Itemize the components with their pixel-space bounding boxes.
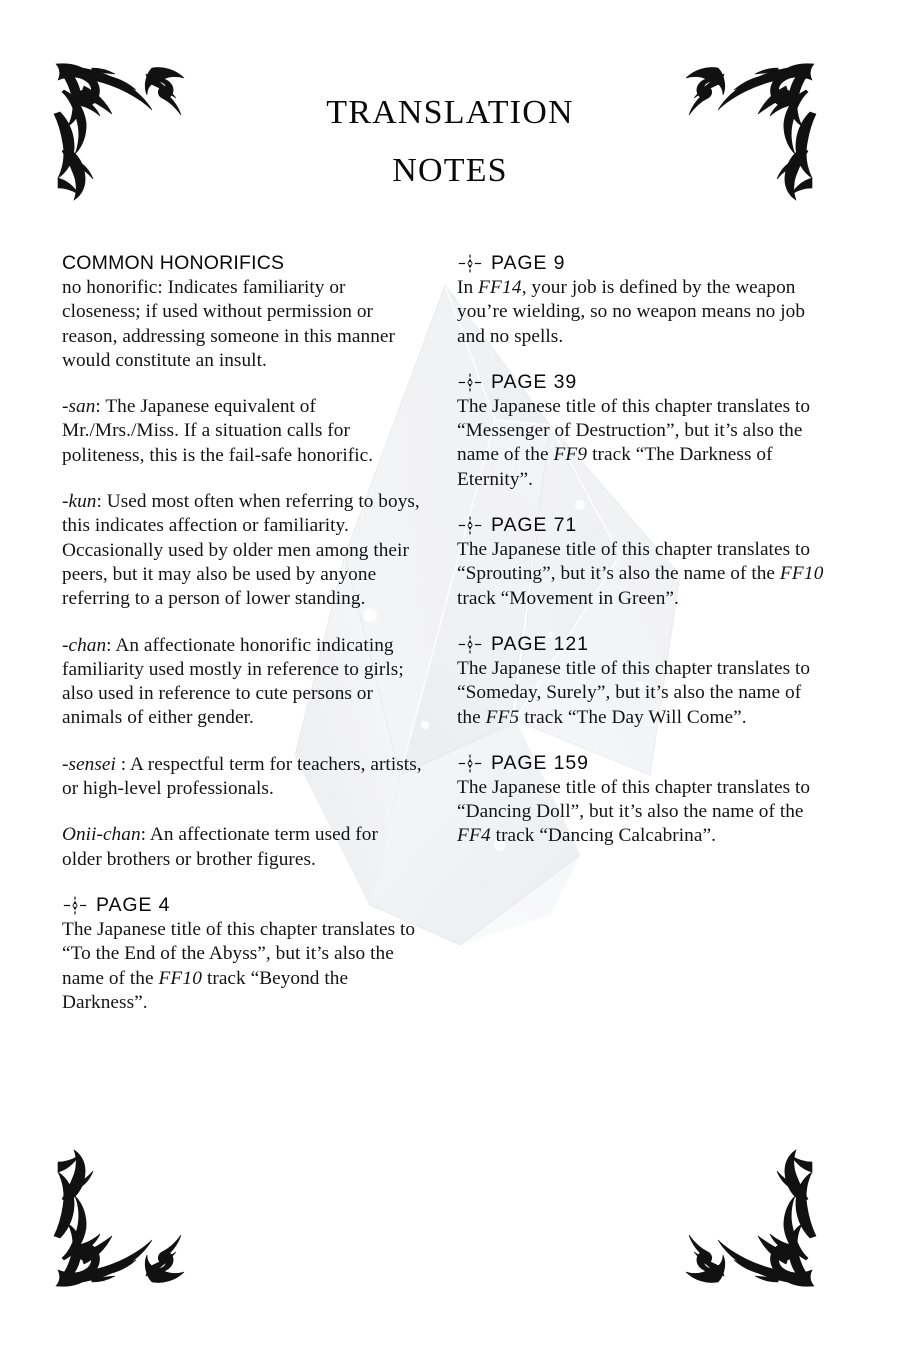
page-note-entry xyxy=(457,252,825,349)
diamond-compass-ornament-icon xyxy=(458,254,482,273)
honorific-entry-chan: -chan: An affectionate honorific indicating familiarity used mostly in reference to girls; also used in reference to cute persons or animals of either gender. xyxy=(62,634,404,729)
page-note-body: The Japanese title of this chapter translates to “Someday, Surely”, but it’s also the name of the FF5 track “The Day Will Come”. xyxy=(457,657,811,728)
honorific-entry-onii-chan: Onii-chan: An affectionate term used for older brothers or brother figures. xyxy=(62,824,378,870)
honorific-entry-sensei: -sensei : A respectful term for teachers, artists, or high-level professionals. xyxy=(62,753,422,800)
page-title xyxy=(0,78,900,194)
page-note-body: The Japanese title of this chapter translates to “Messenger of Destruction”, but it’s also the name of the FF9 track “The Darkness of Eternity”. xyxy=(457,395,811,490)
honorific-entry-san: -san: The Japanese equivalent of Mr./Mrs./Miss. If a situation calls for politeness, this is the fail-safe honorific. xyxy=(62,396,374,466)
honorific-entry-kun: -kun: Used most often when referring to boys, this indicates affection or familiarity. Occasionally used by older men among their peers, but it may also be used by anyone referring to a person of lower standing. xyxy=(62,491,420,610)
page-note-body: The Japanese title of this chapter translates to “Dancing Doll”, but it’s also the name of the FF4 track “Dancing Calcabrina”. xyxy=(457,776,811,847)
diamond-compass-ornament-icon xyxy=(458,754,482,773)
page-note-heading xyxy=(458,752,825,775)
page-note-label: PAGE 121 xyxy=(491,632,589,655)
diamond-compass-ornament-icon xyxy=(458,516,482,535)
page-note-label: PAGE 4 xyxy=(96,893,171,916)
page-note-entry xyxy=(457,752,825,849)
page-note-entry xyxy=(457,371,825,492)
right-column xyxy=(457,252,825,849)
page-note-heading xyxy=(458,514,825,537)
page-note-label: PAGE 159 xyxy=(491,751,589,774)
page-title-line-2: notes xyxy=(392,136,508,192)
page-note-label: PAGE 9 xyxy=(491,252,566,274)
page-note-entry xyxy=(457,514,825,611)
diamond-compass-ornament-icon xyxy=(458,373,482,392)
diamond-compass-ornament-icon xyxy=(63,896,87,915)
page-note-heading xyxy=(458,633,825,656)
page-note-entry xyxy=(457,633,825,730)
page-title-line-1: translation xyxy=(326,79,574,134)
corner-ornament-bottom-left xyxy=(48,1148,198,1298)
page-note-label: PAGE 71 xyxy=(491,514,578,537)
corner-ornament-bottom-right xyxy=(672,1148,822,1298)
honorific-entry-no-honorific: no honorific: Indicates familiarity or closeness; if used without permission or reason, addressing someone in this manner would constitute an insult. xyxy=(62,277,395,371)
page-note-body: The Japanese title of this chapter translates to “Sprouting”, but it’s also the name of the FF10 track “Movement in Green”. xyxy=(457,539,824,609)
page-note-entry xyxy=(62,894,422,1015)
page-note-heading xyxy=(63,894,422,917)
page-note-body: In FF14, your job is defined by the weapon you’re wielding, so no weapon means no job and no spells. xyxy=(457,277,806,347)
section-heading-common-honorifics: COMMON HONORIFICS xyxy=(62,252,285,274)
page-note-body: The Japanese title of this chapter translates to “To the End of the Abyss”, but it’s also the name of the FF10 track “Beyond the Darkness”. xyxy=(62,918,416,1013)
page-note-label: PAGE 39 xyxy=(491,370,578,393)
page-note-heading xyxy=(458,371,825,394)
left-column xyxy=(62,252,422,1015)
diamond-compass-ornament-icon xyxy=(458,635,482,654)
page-note-heading xyxy=(458,252,825,275)
